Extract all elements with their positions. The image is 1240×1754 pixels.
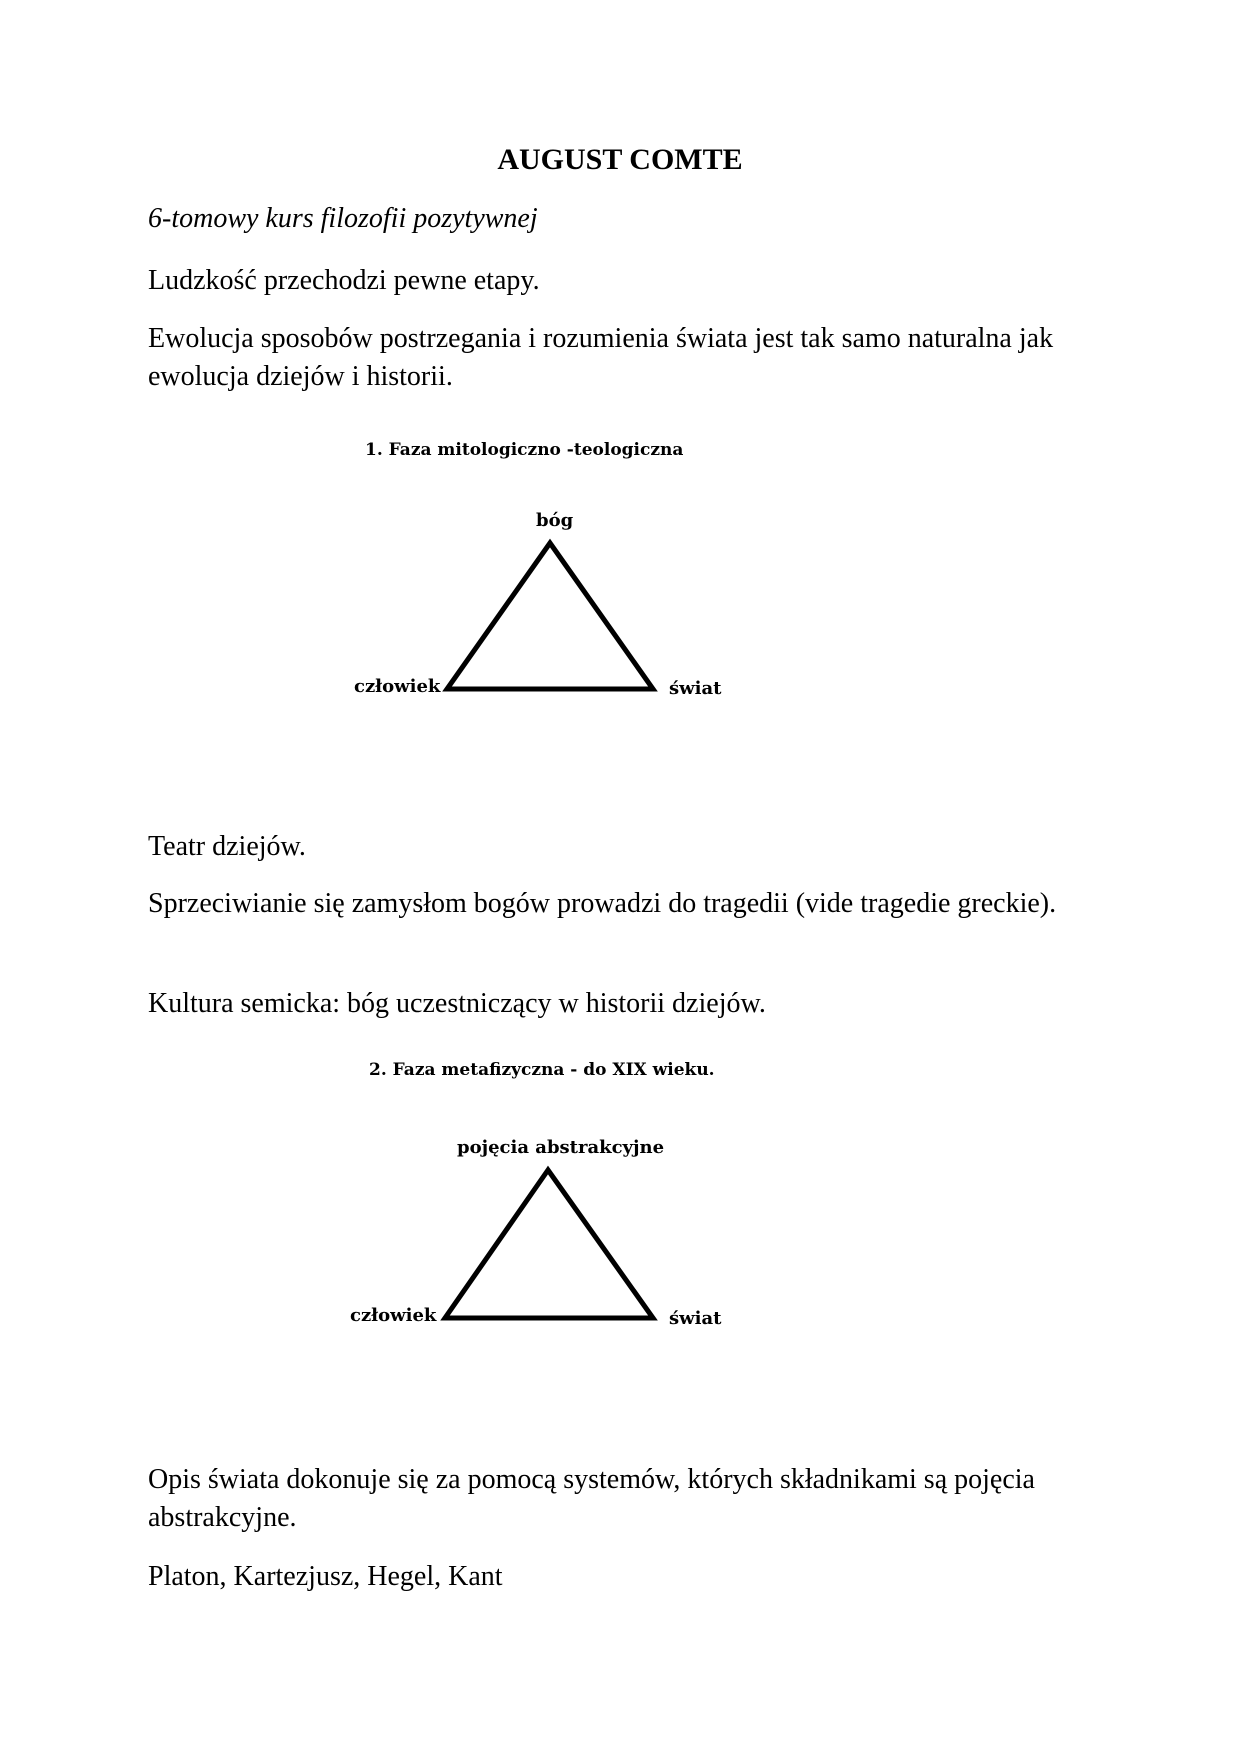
- diagram-caption: 1. Faza mitologiczno -teologiczna: [365, 440, 684, 460]
- apex-label: bóg: [536, 510, 574, 531]
- paragraph-tragedy: Sprzeciwianie się zamysłom bogów prowadzi do tragedii (vide tragedie greckie).: [148, 888, 1057, 919]
- right-label: świat: [669, 678, 722, 699]
- paragraph-stages: Ludzkość przechodzi pewne etapy.: [148, 265, 540, 296]
- left-label: człowiek: [350, 1305, 437, 1326]
- right-label: świat: [669, 1308, 722, 1329]
- apex-label: pojęcia abstrakcyjne: [457, 1137, 665, 1158]
- paragraph-theatre: Teatr dziejów.: [148, 831, 306, 862]
- paragraph-philosophers: Platon, Kartezjusz, Hegel, Kant: [148, 1561, 503, 1592]
- paragraph-semitic: Kultura semicka: bóg uczestniczący w historii dziejów.: [148, 988, 766, 1019]
- left-label: człowiek: [354, 676, 441, 697]
- diagram-caption: 2. Faza metafizyczna - do XIX wieku.: [369, 1060, 715, 1080]
- document-title: AUGUST COMTE: [497, 143, 743, 176]
- paragraph-evolution: Ewolucja sposobów postrzegania i rozumienia świata jest tak samo naturalna jak ewolucja dziejów i historii.: [148, 323, 1054, 392]
- document-subtitle: 6-tomowy kurs filozofii pozytywnej: [148, 203, 538, 234]
- paragraph-description: Opis świata dokonuje się za pomocą systemów, których składnikami są pojęcia abstrakcyjne.: [148, 1464, 1035, 1533]
